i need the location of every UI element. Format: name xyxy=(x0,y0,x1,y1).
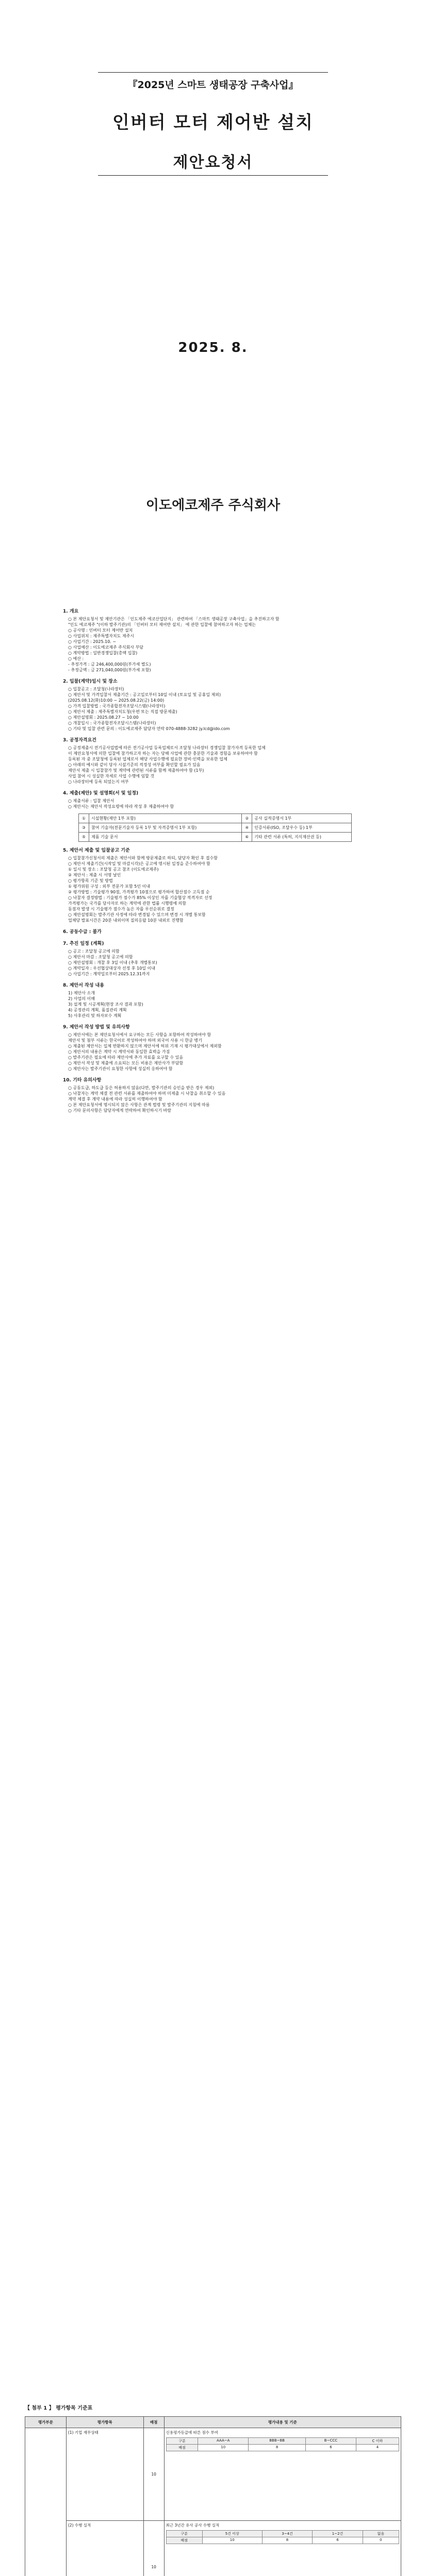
grade-label: 5건 이상 xyxy=(202,2531,262,2537)
mark-value: 4 xyxy=(356,2445,399,2451)
cover-date: 2025. 8. xyxy=(178,340,248,355)
text-line: ○ 제안설명회 : 2025.08.27 ~ 10:00 xyxy=(68,715,139,720)
eval-item: (1) 기업 재무상태 xyxy=(66,2428,143,2521)
section-title: 4. 제출(제안) 및 설명회(서 및 일정) xyxy=(63,791,139,796)
section-title: 7. 추진 일정 (계획) xyxy=(63,941,104,946)
table-row xyxy=(79,823,352,833)
text-line: ① 일시 및 장소 : 조달청 공고 참조 (이도에코제주) xyxy=(68,867,159,872)
text-line: ○ 발주기관은 필요에 따라 제안사에 추가 자료를 요구할 수 있음 xyxy=(68,1055,184,1060)
text-line: ○ 입찰공고 : 조달청(나라장터) xyxy=(68,687,124,691)
column-header: 평가부문 xyxy=(25,2417,67,2428)
text-line: 동점자 발생 시 기술평가 점수가 높은 자를 우선순위로 결정 xyxy=(68,907,174,911)
submission-docs-table xyxy=(78,814,352,842)
section-title: 9. 제안서 작성 방법 및 유의사항 xyxy=(63,1025,130,1030)
section-10-lines xyxy=(63,1085,367,1113)
mark-value: 10 xyxy=(202,2537,262,2544)
text-line: ○ 제안서 및 가격입찰서 제출기간 : 공고일로부터 10일 이내 (토요일 및 공휴일 제외) xyxy=(68,692,221,697)
text-line: ○ 개찰일시 : 국가종합전자조달시스템(나라장터) xyxy=(68,721,156,725)
table-cell-no: ① xyxy=(79,814,89,823)
text-line: 계약 체결 후 계약 내용에 따라 성실히 이행하여야 함 xyxy=(68,1097,162,1101)
eval-score: 10 xyxy=(143,2428,164,2521)
grade-label: C 이하 xyxy=(356,2438,399,2445)
text-line: ○ 제안서 제출기간(시작일 및 마감시각)은 공고에 명시된 일정을 준수하여야 함 xyxy=(68,861,210,866)
grade-label: B~CCC xyxy=(306,2438,356,2445)
table-row xyxy=(25,2521,401,2576)
text-line: ① 평가위원 구성 : 외부 전문가 포함 5인 이내 xyxy=(68,884,150,889)
text-line: (2025.08.12(화)10:00 ~ 2025.08.22(금) 14:00) xyxy=(68,698,165,703)
column-header: 평가내용 및 기준 xyxy=(164,2417,401,2428)
table-cell-no: ④ xyxy=(242,823,252,833)
table-row xyxy=(79,814,352,823)
text-line: 제안서 제출 시 입찰참가 및 계약에 관련된 서류를 함께 제출하여야 함 (1부) xyxy=(68,768,204,773)
text-line: ② 제안서 : 제출 시 서명 날인 xyxy=(68,873,121,877)
text-line: 등록된 자 중 조달청에 등록된 업체로서 해당 사업수행에 필요한 장비·인력을 보유한 업체 xyxy=(68,757,227,761)
mark-row xyxy=(166,2445,399,2451)
text-line: ○ 제출된 제안서는 일체 반환하지 않으며 제안서에 허위 기재 시 평가대상에서 제외함 xyxy=(68,1044,222,1048)
text-line: ○ 공동도급, 하도급 등은 허용하지 않음(다만, 발주기관의 승인을 받은 경우 제외) xyxy=(68,1086,215,1090)
table-cell-no: ③ xyxy=(79,823,89,833)
grade-row xyxy=(166,2438,399,2445)
cover-doc-type: 제안요청서 xyxy=(173,154,253,172)
grade-head: 구분 xyxy=(166,2531,202,2537)
eval-desc-text: 최근 3년간 유사 공사 수행 실적 xyxy=(166,2523,220,2528)
column-header: 평가항목 xyxy=(66,2417,143,2428)
text-line: ○ 낙찰자 결정방법 : 기술평가 점수가 85% 이상인 자를 기술협상 적격자로 선정 xyxy=(68,895,212,900)
eval-desc xyxy=(164,2428,401,2521)
mark-value: 6 xyxy=(313,2537,363,2544)
section-3-lines xyxy=(63,745,367,785)
section-7-lines xyxy=(63,948,367,977)
text-line: ○ 사업예산 : 이도에코제주 주식회사 부담 xyxy=(68,645,144,650)
section-2-lines xyxy=(63,686,367,732)
text-line: ○ 예산 : xyxy=(68,656,84,661)
text-line: ○ 나라장터에 등록 되었는지 여부 xyxy=(68,779,129,784)
table-row xyxy=(25,2428,401,2521)
table-cell: 제품 기술 문서 xyxy=(89,833,242,842)
text-line: "인도 에코제주 "(이하 발주기관)의 「인버터 모터 제어반 설치」 에 관한 입찰에 참여하고자 하는 업체는 xyxy=(68,622,256,627)
table-cell: 기타 관련 서류 (특허, 지식재산권 등) xyxy=(252,833,352,842)
table-cell-no: ② xyxy=(242,814,252,823)
text-line: ○ 제안설명회는 발주기관 사정에 따라 변경될 수 있으며 변경 시 개별 통보함 xyxy=(68,912,206,917)
table-cell-no: ⑤ xyxy=(79,833,89,842)
text-line: 업체당 발표시간은 20분 내외이며 질의응답 10분 내외로 진행함 xyxy=(68,918,184,923)
grade-row xyxy=(166,2531,399,2537)
text-line: ○ 제안서의 내용은 계약 시 계약서와 동일한 효력을 가짐 xyxy=(68,1049,170,1054)
text-line: ○ 기타 및 입찰 관련 문의 : 이도에코제주 담당자 연락 070-4888-3282 jy.lcd@ido.com xyxy=(68,726,230,731)
text-line: ○ 제안서 마감 : 조달청 공고에 의함 xyxy=(68,955,133,959)
mark-head: 배점 xyxy=(166,2445,198,2451)
section-title: 8. 제안서 작성 내용 xyxy=(63,983,104,988)
text-line: ○ 제출서류 : 입찰 제안서 xyxy=(68,799,114,803)
table-header-row xyxy=(25,2417,401,2428)
grade-label: 3~4건 xyxy=(262,2531,313,2537)
text-line: 3) 설계 및 시공계획(현장 조사 결과 포함) xyxy=(68,1002,143,1007)
table-row xyxy=(79,833,352,842)
text-line: 1) 제안사 소개 xyxy=(68,991,95,995)
text-line: ○ 제안서에는 본 제안요청서에서 요구하는 모든 사항을 포함하여 작성하여야 함 xyxy=(68,1032,211,1037)
text-line: ○ 사업기간 : 계약일로부터 2025.12.31까지 xyxy=(68,972,150,976)
section-4-lines xyxy=(63,798,367,809)
text-line: ○ 공정제출시 전기공사업법에 따른 전기공사업 등록업체로서 조달청 나라장터 경쟁입찰 참가자격 등록한 업체 xyxy=(68,745,266,750)
table-cell: 공사 실적증명서 1부 xyxy=(252,814,352,823)
eval-desc xyxy=(164,2521,401,2576)
eval-table-title: 【 첨부 1 】 평가항목 기준표 xyxy=(25,2405,93,2411)
section-title: 5. 제안서 제출 및 입찰공고 기준 xyxy=(63,848,130,853)
cover-top-rule xyxy=(98,72,328,73)
section-title: 10. 기타 유의사항 xyxy=(63,1078,102,1083)
eval-table-1 xyxy=(25,2416,401,2576)
table-cell-no: ⑥ xyxy=(242,833,252,842)
text-line: ○ 제안서 작성 및 제출에 소요되는 모든 비용은 제안사가 부담함 xyxy=(68,1061,184,1065)
text-line: ○ 공사명 : 인버터 모터 제어반 설치 xyxy=(68,628,133,633)
table-cell: 시설현황(제안 1부 포함) xyxy=(89,814,242,823)
mark-value: 10 xyxy=(198,2445,249,2451)
text-line: - 추정가격 : 금 246,400,000원(부가세 별도) xyxy=(68,662,151,667)
column-header: 배점 xyxy=(143,2417,164,2428)
grade-label: BBB~BB xyxy=(249,2438,306,2445)
mark-value: 6 xyxy=(306,2445,356,2451)
cover-title: 인버터 모터 제어반 설치 xyxy=(112,112,314,133)
text-line: ○ 본 제안요청서 및 제안기관은 「인도제주 에코산업단지」 관련하여 「스마트 생태공장 구축사업」을 추진하고자 함 xyxy=(68,617,280,621)
grade-table xyxy=(166,2437,399,2451)
grade-label: AAA~A xyxy=(198,2438,249,2445)
text-line: ○ 평가항목 기준 및 방법 xyxy=(68,878,113,883)
mark-head: 배점 xyxy=(166,2537,202,2544)
text-line: ○ 가격 입찰방법 : 국가종합전자조달시스템(나라장터) xyxy=(68,704,166,708)
text-line: ○ 계약일자 : 우선협상대상자 선정 후 10일 이내 xyxy=(68,966,156,971)
grade-label: 1~2건 xyxy=(313,2531,363,2537)
text-line: ○ 제안사는 발주기관이 요청한 사항에 성실히 응하여야 함 xyxy=(68,1066,173,1071)
text-line: - 추정금액 : 금 271,040,000원(부가세 포함) xyxy=(68,668,151,672)
section-9-lines xyxy=(63,1032,367,1072)
eval-item: (2) 수행 실적 xyxy=(66,2521,143,2576)
text-line: ○ 사업기간 : 2025.10. ~ xyxy=(68,639,117,644)
grade-table xyxy=(166,2530,399,2544)
text-line: 2) 사업의 이해 xyxy=(68,996,95,1001)
section-8-lines xyxy=(63,990,367,1019)
text-line: 제안서 및 첨부 서류는 한국어로 작성하여야 하며 외국어 사용 시 한글 병기 xyxy=(68,1038,202,1043)
text-line: ② 평가방법 : 기술평가 90점, 가격평가 10점으로 평가하여 합산점수 고득점 순 xyxy=(68,890,210,894)
text-line: 이 제안요청서에 의한 입찰에 참가하고자 하는 자는 당해 사업에 관한 충분한 기술과 경험을 보유하여야 함 xyxy=(68,751,258,756)
text-line: 5) 사후관리 및 하자보수 계획 xyxy=(68,1013,122,1018)
text-line: ○ 제안서 제출 : 제주특별자치도청(우편 또는 직접 방문제출) xyxy=(68,709,177,714)
text-line: ○ 사업위치 : 제주특별자치도 제주시 xyxy=(68,634,135,638)
mark-value: 8 xyxy=(249,2445,306,2451)
section-title: 2. 입찰(계약)일시 및 장소 xyxy=(63,679,118,684)
section-title: 3. 공정자격요건 xyxy=(63,738,96,743)
text-line: ○ 공고 : 조달청 공고에 의함 xyxy=(68,949,120,954)
text-line: 사업 참여 시 성실한 자세로 사업 수행에 임할 것 xyxy=(68,774,155,778)
cover-bottom-rule xyxy=(98,175,328,176)
grade-head: 구분 xyxy=(166,2438,198,2445)
cover-company: 이도에코제주 주식회사 xyxy=(145,498,281,513)
text-line: ○ 제안서는 제안서 작성요령에 따라 작성 후 제출하여야 함 xyxy=(68,804,174,809)
eval-desc-text: 신용평가등급에 따른 점수 부여 xyxy=(166,2430,218,2435)
mark-value: 0 xyxy=(363,2537,399,2544)
grade-label: 없음 xyxy=(363,2531,399,2537)
text-line: ○ 낙찰자는 계약 체결 전 관련 서류를 제출하여야 하며 미제출 시 낙찰을 취소할 수 있음 xyxy=(68,1091,226,1096)
section-title: 1. 개요 xyxy=(63,609,79,614)
section-1-lines xyxy=(63,616,367,673)
text-line: ○ 제안설명회 : 개찰 후 3일 이내 (추후 개별통보) xyxy=(68,960,157,965)
eval-score: 10 xyxy=(143,2521,164,2576)
text-line: ○ 입찰참가신청서의 제출은 제안서와 함께 방문제출로 하되, 담당자 확인 후 접수함 xyxy=(68,856,218,860)
text-line: ○ 계약방법 : 일반경쟁입찰(총액 입찰) xyxy=(68,651,138,655)
text-line: ○ 아래의 예시와 같이 당사 시설기준의 적정성 여부를 확인할 필요가 있음 xyxy=(68,762,201,767)
eval-area xyxy=(25,2428,67,2576)
mark-row xyxy=(166,2537,399,2544)
text-line: 가격평가는 국가를 당사자로 하는 계약에 관한 법률 시행령에 의함 xyxy=(68,901,186,906)
table-cell: 인증서류(ISO, 조달우수 등) 1부 xyxy=(252,823,352,833)
section-title: 6. 공동수급 : 불가 xyxy=(63,929,102,935)
mark-value: 8 xyxy=(262,2537,313,2544)
table-cell: 참여 기술자(전문기술자 등록 1부 및 자격증명서 1부 포함) xyxy=(89,823,242,833)
cover-subtitle: 『2025년 스마트 생태공장 구축사업』 xyxy=(127,79,299,91)
text-line: 4) 공정관리 계획, 품질관리 계획 xyxy=(68,1008,127,1012)
body-sections xyxy=(63,603,367,1113)
section-5-lines xyxy=(63,855,367,923)
text-line: ○ 기타 문의사항은 담당자에게 연락하여 확인하시기 바람 xyxy=(68,1108,171,1113)
text-line: ○ 본 제안요청서에 명시되지 않은 사항은 관계 법령 및 발주기관의 지침에 따름 xyxy=(68,1103,210,1107)
